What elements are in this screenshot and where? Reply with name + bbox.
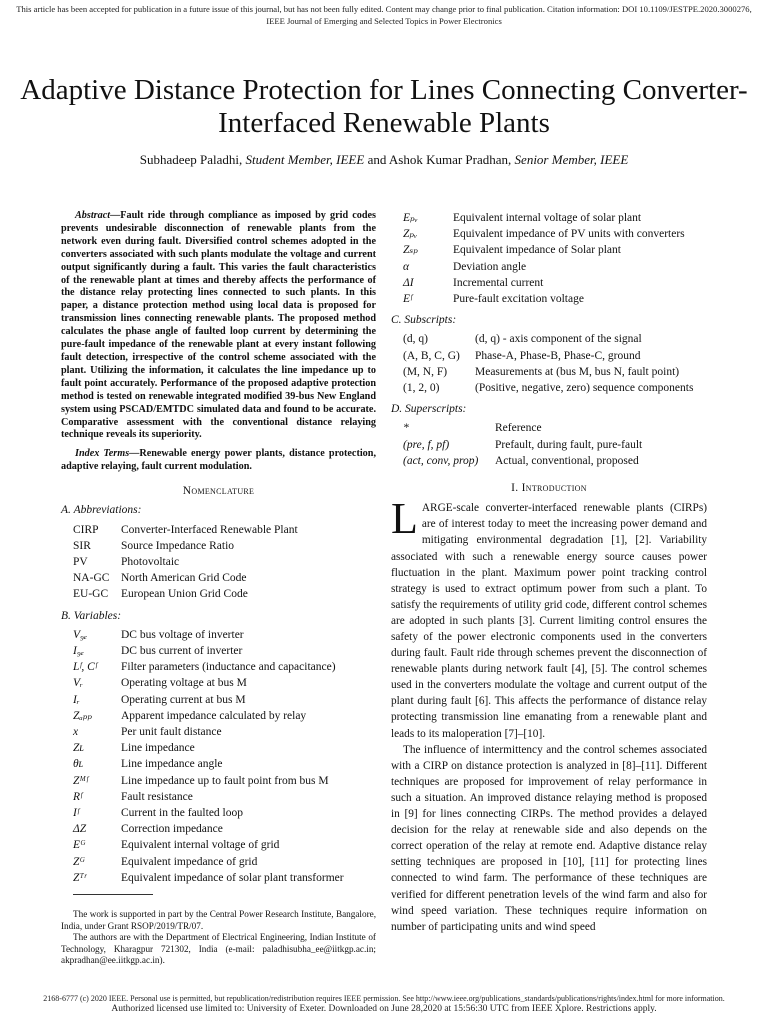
- footnote-support: The work is supported in part by the Central Power Research Institute, Bangalore, India, under Grant RSOP/2019/TR/07.: [61, 909, 376, 931]
- nomenclature-symbol: *: [403, 422, 409, 435]
- nomenclature-row: [73, 692, 344, 708]
- nomenclature-row: [403, 226, 685, 242]
- introduction-heading: I. Introduction: [511, 482, 587, 495]
- nomenclature-row: [73, 789, 344, 805]
- nomenclature-row: [73, 586, 298, 602]
- nomenclature-symbol: (pre, f, pf): [403, 438, 450, 451]
- nomenclature-symbol: (M, N, F): [403, 365, 448, 378]
- abstract-lead: Abstract: [75, 210, 111, 221]
- index-terms-lead: Index Terms: [75, 448, 130, 460]
- drop-cap: L: [391, 494, 418, 544]
- nomenclature-description: Photovoltaic: [121, 555, 180, 568]
- nomenclature-symbol: ΔI: [403, 276, 414, 289]
- author-1-name: Subhadeep Paladhi,: [139, 152, 243, 167]
- nomenclature-description: Operating voltage at bus M: [121, 677, 247, 690]
- nomenclature-description: Actual, conventional, proposed: [495, 454, 639, 467]
- nomenclature-description: Converter-Interfaced Renewable Plant: [121, 523, 298, 536]
- nomenclature-symbol: Rᶠ: [73, 790, 83, 803]
- nomenclature-description: Fault resistance: [121, 790, 193, 803]
- nomenclature-symbol: Eᶠ: [403, 293, 413, 306]
- nomenclature-row: [73, 805, 344, 821]
- nomenclature-description: Prefault, during fault, pure-fault: [495, 438, 643, 451]
- header-note: This article has been accepted for publication in a future issue of this journal, but has not been fully edited. Content may change prior to final publication. Citation information: DOI 10.1109/JESTPE.2020.3000276, IEEE Journal of Emerging and Selected Topics in Power Electronics: [16, 4, 752, 26]
- nomenclature-symbol: PV: [73, 555, 88, 568]
- footnote-rule: [73, 894, 153, 895]
- nomenclature-symbol: x: [73, 725, 79, 738]
- nomenclature-description: Source Impedance Ratio: [121, 539, 235, 552]
- introduction-paragraph-1: [391, 494, 707, 741]
- abstract: [61, 210, 376, 442]
- right-column: [391, 210, 707, 935]
- nomenclature-symbol: Eₚᵥ: [403, 212, 418, 224]
- nomenclature-description: Equivalent internal voltage of grid: [121, 839, 280, 852]
- nomenclature-row: [73, 570, 298, 586]
- nomenclature-symbol: Lᶠ, Cᶠ: [73, 661, 97, 674]
- nomenclature-symbol: Zʟ: [73, 742, 84, 755]
- nomenclature-symbol: Vᵣ: [73, 677, 83, 690]
- nomenclature-row: [73, 708, 344, 724]
- nomenclature-row: [73, 740, 344, 756]
- nomenclature-symbol: θʟ: [73, 758, 84, 771]
- abstract-text: —Fault ride through compliance as imposed by grid codes prevents undesirable disconnection of renewable plants from the network even during fault. Diversified control schemes adopted in the converters associated with such plants modulate the voltage and current output significantly during a fault. This varies the fault characteristics of the renewable plant at times and thereby affects the performance of the distance relay protecting lines connected to such plants. In this paper, a distance protection method using local data is proposed for transmission lines connecting renewable plants. The proposed method calculates the phase angle of faulted loop current by determining the pure-fault impedance of the renewable plant at every instant following fault detection, irrespective of the control scheme associated with the plant. Utilizing the information, it calculates the line impedance up to fault point accurately. Performance of the proposed adaptive protection method is tested on renewable integrated modified 39-bus New England system using PSCAD/EMTDC simulated data and found to be accurate. Comparative assessment with the conventional distance relaying technique reveals its superiority.: [61, 210, 376, 441]
- nomenclature-description: Equivalent internal voltage of solar plant: [453, 212, 642, 224]
- nomenclature-symbol: Zᵀʳ: [73, 871, 87, 884]
- nomenclature-row: [403, 291, 685, 307]
- nomenclature-row: [73, 538, 298, 554]
- license-notice: Authorized licensed use limited to: University of Exeter. Downloaded on June 28,2020 at 15:56:30 UTC from IEEE Xplore. Restrictions apply.: [111, 1004, 657, 1014]
- author-line: [20, 152, 748, 168]
- nomenclature-symbol: Zₚᵥ: [403, 228, 418, 241]
- nomenclature-symbol: ΔZ: [73, 823, 87, 836]
- nomenclature-symbol: SIR: [73, 539, 91, 552]
- nomenclature-row: [73, 870, 344, 886]
- author-conjunction: and: [367, 152, 387, 167]
- nomenclature-row: [403, 259, 685, 275]
- nomenclature-symbol: (d, q): [403, 333, 428, 346]
- nomenclature-symbol: Eᴳ: [73, 839, 86, 852]
- author-1-role: Student Member, IEEE: [245, 152, 365, 167]
- nomenclature-row: [403, 437, 642, 453]
- subscripts-heading: C. Subscripts:: [391, 314, 457, 327]
- nomenclature-description: Measurements at (bus M, bus N, fault point): [475, 365, 680, 378]
- copyright-notice: 2168-6777 (c) 2020 IEEE. Personal use is permitted, but republication/redistribution requires IEEE permission. See http://www.ieee.org/publications_standards/publications/rights/index.html for more information.: [43, 994, 725, 1003]
- paper-title: Adaptive Distance Protection for Lines Connecting Converter-Interfaced Renewable Plants: [20, 74, 748, 139]
- nomenclature-symbol: (1, 2, 0): [403, 382, 440, 395]
- nomenclature-description: Equivalent impedance of PV units with converters: [453, 228, 685, 241]
- footnote: [61, 909, 376, 967]
- superscripts-table: [403, 420, 642, 469]
- footnote-affiliation: The authors are with the Department of Electrical Engineering, Indian Institute of Technology, Kharagpur 721302, India (e-mail: paladhisubha_ee@iitkgp.ac.in; akpradhan@ee.iitkgp.ac.in).: [61, 932, 376, 966]
- nomenclature-symbol: α: [403, 260, 410, 273]
- abbreviations-table: [73, 522, 298, 603]
- nomenclature-symbol: EU-GC: [73, 588, 109, 601]
- nomenclature-description: Equivalent impedance of grid: [121, 855, 258, 868]
- nomenclature-row: [73, 675, 344, 691]
- nomenclature-symbol: Iᵣ: [73, 693, 80, 706]
- nomenclature-description: Apparent impedance calculated by relay: [121, 709, 307, 722]
- nomenclature-row: [403, 453, 642, 469]
- nomenclature-description: European Union Grid Code: [121, 588, 248, 601]
- nomenclature-row: [73, 773, 344, 789]
- abbreviations-heading: A. Abbreviations:: [61, 504, 142, 517]
- nomenclature-description: Reference: [495, 422, 542, 435]
- nomenclature-row: [73, 821, 344, 837]
- nomenclature-description: Equivalent impedance of solar plant transformer: [121, 871, 344, 884]
- nomenclature-description: Line impedance: [121, 742, 195, 755]
- nomenclature-symbol: Zₐₚₚ: [73, 709, 92, 722]
- nomenclature-row: [73, 756, 344, 772]
- nomenclature-row: [403, 242, 685, 258]
- nomenclature-symbol: Iᶠ: [73, 806, 79, 819]
- index-terms: [61, 448, 376, 474]
- nomenclature-description: Correction impedance: [121, 823, 223, 836]
- variables-heading: B. Variables:: [61, 609, 122, 622]
- nomenclature-description: Operating current at bus M: [121, 693, 246, 706]
- nomenclature-row: [403, 364, 693, 380]
- nomenclature-description: Equivalent impedance of Solar plant: [453, 244, 621, 257]
- nomenclature-symbol: Zᴳ: [73, 855, 85, 868]
- author-2-name: Ashok Kumar Pradhan,: [388, 152, 512, 167]
- nomenclature-description: Current in the faulted loop: [121, 806, 243, 819]
- nomenclature-description: (Positive, negative, zero) sequence components: [475, 382, 694, 395]
- nomenclature-row: [403, 210, 685, 226]
- nomenclature-description: Line impedance angle: [121, 758, 223, 771]
- nomenclature-row: [403, 348, 693, 364]
- left-column: [61, 210, 376, 967]
- subscripts-table: [403, 331, 693, 396]
- nomenclature-row: [73, 724, 344, 740]
- nomenclature-description: (d, q) - axis component of the signal: [475, 333, 642, 346]
- variables-table: [73, 627, 344, 886]
- nomenclature-row: [403, 380, 693, 396]
- nomenclature-symbol: V₉ₑ: [73, 628, 88, 641]
- nomenclature-description: Phase-A, Phase-B, Phase-C, ground: [475, 349, 641, 362]
- nomenclature-row: [73, 854, 344, 870]
- nomenclature-description: Incremental current: [453, 276, 544, 289]
- nomenclature-symbol: (A, B, C, G): [403, 349, 460, 362]
- variables-continued-table: [403, 210, 685, 307]
- nomenclature-row: [73, 522, 298, 538]
- nomenclature-symbol: NA-GC: [73, 572, 110, 585]
- index-terms-text: —Renewable energy power plants, distance protection, adaptive relaying, fault current modulation.: [61, 448, 376, 473]
- nomenclature-description: Per unit fault distance: [121, 725, 222, 738]
- superscripts-heading: D. Superscripts:: [391, 403, 467, 416]
- nomenclature-description: Pure-fault excitation voltage: [453, 293, 584, 306]
- nomenclature-description: DC bus voltage of inverter: [121, 628, 244, 641]
- nomenclature-symbol: CIRP: [73, 523, 99, 536]
- nomenclature-description: Line impedance up to fault point from bus M: [121, 774, 329, 787]
- nomenclature-row: [403, 331, 693, 347]
- nomenclature-symbol: Zᴹᶠ: [73, 774, 88, 787]
- nomenclature-description: Deviation angle: [453, 260, 527, 273]
- nomenclature-row: [73, 659, 344, 675]
- introduction-paragraph-2: The influence of intermittency and the control schemes associated with a CIRP on distance protection is analyzed in [8]–[11]. Different techniques are proposed for improvement of relay performance in such a situation. An improved distance relaying method is proposed in [9] for lines connecting CIRPs. The method provides a delayed decision for the relay at renewable side and also depends on the correct operation of the relay at remote end. Adaptive distance relay setting techniques are proposed in [10], [11] for protecting lines connected to wind farm. The performance of these techniques are verified for different penetration levels of the wind farm and also for wind speed variation. These techniques require information on number of participating units and wind speed: [391, 743, 707, 933]
- nomenclature-row: [403, 275, 685, 291]
- introduction-paragraph-1-text: ARGE-scale converter-interfaced renewable plants (CIRPs) are of interest today to meet the increasing power demand and mitigating environmental degradation [1], [2]. Variability associated with such a renewable energy source causes power fluctuation in the plant. Maximum power point tracking control strategy is used to extract optimum power from such a plant. To satisfy the requirements of utility grid code, different control schemes are adopted in such plants [3]. Current limiting control ensures the safety of the power electronic components used in the converters during fault. Fault ride through schemes prevent the disconnection of renewable plants during network fault [4], [5]. The control schemes used in the converters modulate the voltage and current output of the plant during fault [6]. This affects the performance of distance relay protecting transmission line emanating from a renewable plant and leads to its maloperation [7]–[10].: [391, 502, 707, 740]
- nomenclature-row: [73, 627, 344, 643]
- nomenclature-symbol: I₉ₑ: [73, 644, 84, 657]
- nomenclature-row: [73, 554, 298, 570]
- nomenclature-row: [403, 420, 642, 436]
- nomenclature-description: North American Grid Code: [121, 572, 247, 585]
- nomenclature-row: [73, 643, 344, 659]
- nomenclature-description: DC bus current of inverter: [121, 644, 243, 657]
- nomenclature-heading: Nomenclature: [182, 485, 255, 498]
- author-2-role: Senior Member, IEEE: [514, 152, 629, 167]
- nomenclature-description: Filter parameters (inductance and capacitance): [121, 661, 336, 674]
- nomenclature-symbol: Zₛₚ: [403, 244, 418, 257]
- nomenclature-row: [73, 837, 344, 853]
- nomenclature-symbol: (act, conv, prop): [403, 454, 479, 467]
